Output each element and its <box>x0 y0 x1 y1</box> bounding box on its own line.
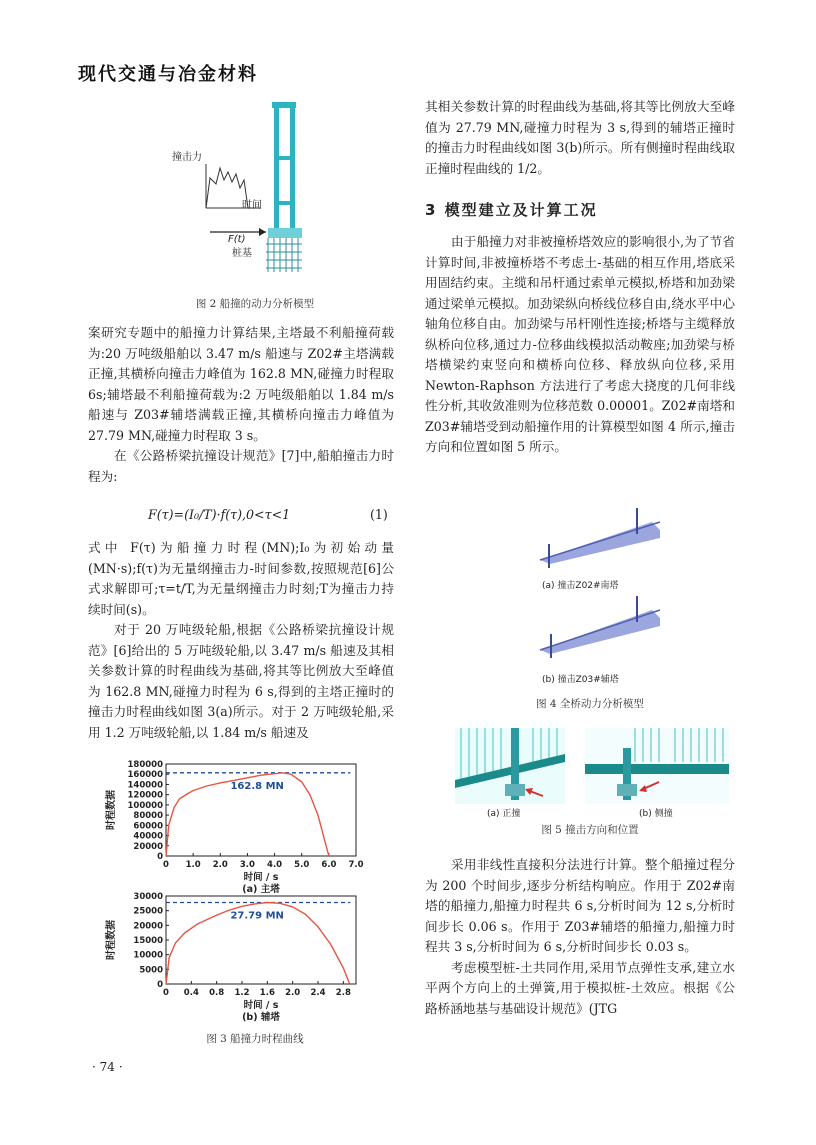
charta-peak-label: 162.8 MN <box>230 780 284 792</box>
fig2-time-label: 时间 <box>242 200 262 211</box>
left-text-top <box>88 323 394 487</box>
left-text-bottom <box>88 538 394 743</box>
bridge-model-b-icon <box>540 596 660 658</box>
chartb-ytick-label: 15000 <box>133 936 163 946</box>
fig4a-label: (a) 撞击Z02#南塔 <box>542 581 619 591</box>
charta-ytick-label: 80000 <box>133 811 163 822</box>
chartb-xtick-label: 1.2 <box>234 988 250 998</box>
charta-ylabel: 时程数据 <box>106 790 117 830</box>
chartb-xlabel: 时间 / s <box>243 1000 279 1011</box>
right-paragraph-2: 由于船撞力对非被撞桥塔效应的影响很小,为了节省计算时间,非被撞桥塔不考虑土-基础的相互作用,塔底采用固结约束。主缆和吊杆通过索单元模拟,桥塔和加劲梁通过梁单元模拟。加劲梁纵向桥线位移自由,绕水平中心轴角位移自由。加劲梁与吊杆刚性连接;桥塔与主缆释放纵桥向位移,通过力-位移曲线模拟活动鞍座;加劲梁与桥塔横梁约束竖向和横桥向位移、释放纵向位移,采用 Newton-Raphson 方法进行了考虑大挠度的几何非线性分析,其收敛准则为位移范数 0.00001。Z02#南塔和 Z03#辅塔受到动船撞作用的计算模型如图 4 所示,撞击方向和位置如图 5 所示。 <box>425 234 735 454</box>
chartb-peak-label: 27.79 MN <box>230 910 284 922</box>
fig2-F-label: F(t) <box>228 234 246 245</box>
chartb-xtick-label: 0 <box>163 988 169 998</box>
left-paragraph-1: 案研究专题中的船撞力计算结果,主塔最不利船撞荷载为:20 万吨级船舶以 3.47 m/s 船速与 Z02#主塔满载正撞,其横桥向撞击力峰值为 162.8 MN,碰撞力时程取 6s;辅塔最不利船撞荷载为:2 万吨级船舶以 1.84 m/s 船速与 Z03#辅塔满载正撞,其横桥向撞击力峰值为 27.79 MN,碰撞力时程取 3 s。 <box>88 325 394 443</box>
right-paragraph-1: 其相关参数计算的时程曲线为基础,将其等比例放大至峰值为 27.79 MN,碰撞力时程为 3 s,得到的辅塔正撞时的撞击力时程曲线如图 3(b)所示。所有侧撞时程曲线取正撞时程曲线的 1/2。 <box>425 99 735 176</box>
right-paragraph-4: 考虑模型桩-土共同作用,采用节点弹性支承,建立水平两个方向上的土弹簧,用于模拟桩-土效应。根据《公路桥涵地基与基础设计规范》(JTG <box>425 959 735 1016</box>
chartb-xtick-label: 0.4 <box>183 988 199 998</box>
fig3b-chart <box>100 890 370 1024</box>
charta-ytick-label: 40000 <box>133 831 163 842</box>
fig5-diagram <box>455 728 735 820</box>
head-on-collision-icon <box>455 728 565 804</box>
left-paragraph-4: 对于 20 万吨级轮船,根据《公路桥梁抗撞设计规范》[6]给出的 5 万吨级轮船,以 3.47 m/s 船速及其相关参数计算的时程曲线为基础,将其等比例放大至峰值为 162.8 MN,碰撞力时程为 6 s,得到的主塔正撞时的撞击力时程曲线如图 3(a)所示。对于 2 万吨级轮船,采用 1.2 万吨级轮船,以 1.84 m/s 船速及 <box>88 622 394 740</box>
charta-plot-frame <box>166 764 356 856</box>
chartb-xtick-label: 2.4 <box>310 988 326 998</box>
fig5-caption: 图 5 撞击方向和位置 <box>541 824 639 836</box>
fig2-caption: 图 2 船撞的动力分析模型 <box>195 298 315 310</box>
charta-ytick-label: 20000 <box>133 841 163 852</box>
tower-icon <box>268 102 302 238</box>
chartb-subtitle: (b) 辅塔 <box>242 1012 280 1023</box>
page-number: · 74 · <box>92 1060 123 1074</box>
charta-ytick-label: 0 <box>157 852 163 862</box>
fig3-caption: 图 3 船撞力时程曲线 <box>206 1033 304 1045</box>
charta-xtick-label: 3.0 <box>239 860 255 870</box>
pile-foundation-icon <box>266 238 302 272</box>
charta-xtick-label: 7.0 <box>348 860 364 870</box>
chartb-ytick-label: 0 <box>157 980 163 990</box>
charta-ytick-label: 140000 <box>127 780 163 791</box>
charta-ytick-label: 120000 <box>127 790 163 801</box>
fig5a-label: (a) 正撞 <box>487 809 521 819</box>
right-text-middle <box>425 232 735 458</box>
charta-ytick-label: 180000 <box>127 760 163 770</box>
charta-subtitle: (a) 主塔 <box>242 884 280 894</box>
charta-xtick-label: 1.0 <box>185 860 201 870</box>
fig5b-label: (b) 侧撞 <box>639 809 673 819</box>
chartb-xtick-label: 2.0 <box>285 988 301 998</box>
right-text-top <box>425 97 735 179</box>
fig2-force-label: 撞击力 <box>172 152 202 163</box>
equation-1-number: (1) <box>370 507 388 522</box>
left-paragraph-2: 在《公路桥梁抗撞设计规范》[7]中,船舶撞击力时程为: <box>88 448 394 484</box>
charta-xtick-label: 6.0 <box>321 860 337 870</box>
charta-xtick-label: 2.0 <box>212 860 228 870</box>
fig3a-chart <box>100 758 370 894</box>
fig4b-label: (b) 撞击Z03#辅塔 <box>542 675 619 685</box>
charta-ytick-label: 100000 <box>127 800 163 811</box>
chartb-ytick-label: 30000 <box>133 892 163 902</box>
fig2-pile-label: 桩基 <box>232 248 252 259</box>
charta-ytick-label: 160000 <box>127 770 163 781</box>
charta-ytick-label: 60000 <box>133 821 163 832</box>
section-title: 3 模型建立及计算工况 <box>425 201 598 219</box>
fig2-diagram <box>170 96 330 276</box>
right-paragraph-3: 采用非线性直接积分法进行计算。整个船撞过程分为 200 个时间步,逐步分析结构响应。作用于 Z02#南塔的船撞力,船撞力时程共 6 s,分析时间为 12 s,分析时间步长 0.06 s。作用于 Z03#辅塔的船撞力,船撞力时程共 3 s,分析时间为 6 s,分析时间步长 0.03 s。 <box>425 857 735 954</box>
charta-xlabel: 时间 / s <box>243 872 279 883</box>
chartb-ytick-label: 5000 <box>139 965 163 976</box>
chartb-xtick-label: 0.8 <box>209 988 225 998</box>
chartb-xtick-label: 1.6 <box>259 988 275 998</box>
bridge-model-a-icon <box>540 508 660 568</box>
journal-header: 现代交通与冶金材料 <box>78 64 258 85</box>
chartb-ytick-label: 25000 <box>133 906 163 917</box>
charta-xtick-label: 5.0 <box>294 860 310 870</box>
side-collision-icon <box>585 728 729 804</box>
charta-xtick-label: 0 <box>163 860 169 870</box>
right-text-bottom <box>425 855 735 1019</box>
charta-xtick-label: 4.0 <box>267 860 283 870</box>
chartb-xtick-label: 2.8 <box>335 988 351 998</box>
chartb-ylabel: 时程数据 <box>106 920 117 960</box>
chartb-ytick-label: 20000 <box>133 921 163 932</box>
fig4-caption: 图 4 全桥动力分析模型 <box>536 698 644 710</box>
left-paragraph-3: 式中 F(τ)为船撞力时程(MN);I₀为初始动量(MN·s);f(τ)为无量纲撞击力-时间参数,按照规范[6]公式求解即可;τ=t/T,为无量纲撞击力时刻;T为撞击力持续时间(s)。 <box>88 540 394 617</box>
chartb-ytick-label: 10000 <box>133 950 163 961</box>
equation-1: F(τ)=(I₀/T)·f(τ),0<τ<1 <box>148 507 291 522</box>
fig4-diagram <box>520 492 670 692</box>
